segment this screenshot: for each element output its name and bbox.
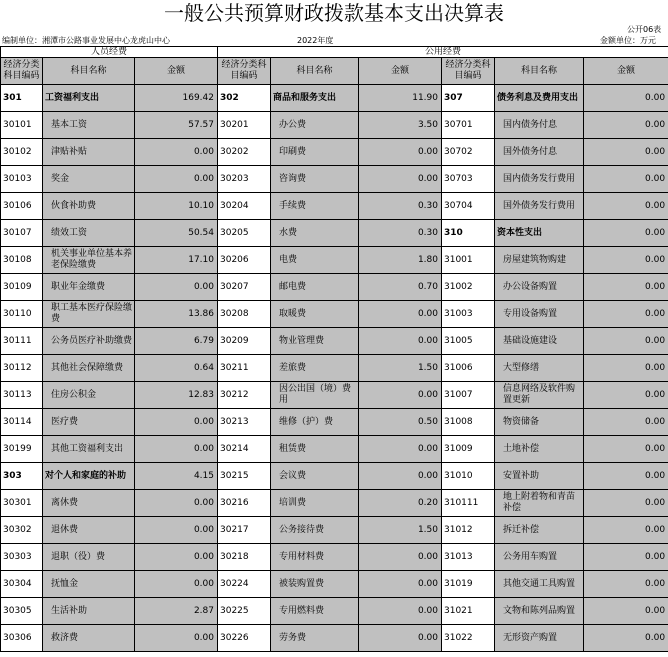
subject-name-cell: 其他社会保障缴费	[43, 355, 135, 382]
amount-cell: 0.00	[359, 166, 442, 193]
economic-code-cell: 30226	[218, 625, 271, 652]
subject-name-cell: 其他交通工具购置	[495, 571, 584, 598]
subject-name-cell: 住房公积金	[43, 382, 135, 409]
subject-name-cell: 其他工资福利支出	[43, 436, 135, 463]
header-code: 经济分类科目编码	[1, 58, 43, 85]
subject-name-cell: 抚恤金	[43, 571, 135, 598]
subject-name-cell: 医疗费	[43, 409, 135, 436]
economic-code-cell: 30702	[442, 139, 495, 166]
subject-name-cell: 国内债务付息	[495, 112, 584, 139]
table-row	[1, 598, 668, 625]
amount-cell: 0.00	[584, 436, 668, 463]
subject-name-cell: 绩效工资	[43, 220, 135, 247]
subject-name-cell: 奖金	[43, 166, 135, 193]
economic-code-cell: 30201	[218, 112, 271, 139]
amount-cell: 1.50	[359, 517, 442, 544]
economic-code-cell: 30213	[218, 409, 271, 436]
table-row	[1, 301, 668, 328]
economic-code-cell: 31008	[442, 409, 495, 436]
economic-code-cell: 31012	[442, 517, 495, 544]
header-name: 科目名称	[495, 58, 584, 85]
table-row	[1, 436, 668, 463]
subject-name-cell: 邮电费	[271, 274, 359, 301]
subject-name-cell: 救济费	[43, 625, 135, 652]
table-row	[1, 220, 668, 247]
subject-name-cell: 信息网络及软件购置更新	[495, 382, 584, 409]
amount-cell: 3.50	[359, 112, 442, 139]
table-row	[1, 517, 668, 544]
table-row	[1, 328, 668, 355]
amount-cell: 0.00	[584, 301, 668, 328]
amount-cell: 6.79	[135, 328, 218, 355]
amount-cell: 0.00	[359, 301, 442, 328]
subject-name-cell: 安置补助	[495, 463, 584, 490]
economic-code-cell: 310	[442, 220, 495, 247]
header-name: 科目名称	[271, 58, 359, 85]
amount-cell: 1.50	[359, 355, 442, 382]
amount-cell: 0.00	[359, 544, 442, 571]
amount-cell: 0.70	[359, 274, 442, 301]
amount-cell: 0.00	[584, 220, 668, 247]
amount-cell: 0.00	[584, 490, 668, 517]
amount-cell: 0.00	[584, 139, 668, 166]
amount-cell: 0.50	[359, 409, 442, 436]
reporting-unit: 编制单位：湘潭市公路事业发展中心龙虎山中心	[2, 36, 170, 45]
table-row	[1, 193, 668, 220]
header-name: 科目名称	[43, 58, 135, 85]
table-row	[1, 463, 668, 490]
economic-code-cell: 30303	[1, 544, 43, 571]
amount-cell: 0.00	[359, 625, 442, 652]
subject-name-cell: 维修（护）费	[271, 409, 359, 436]
economic-code-cell: 31019	[442, 571, 495, 598]
amount-cell: 0.00	[584, 463, 668, 490]
subject-name-cell: 土地补偿	[495, 436, 584, 463]
table-row	[1, 544, 668, 571]
subject-name-cell: 培训费	[271, 490, 359, 517]
amount-cell: 0.00	[584, 85, 668, 112]
economic-code-cell: 31021	[442, 598, 495, 625]
subject-name-cell: 对个人和家庭的补助	[43, 463, 135, 490]
amount-cell: 0.00	[584, 355, 668, 382]
amount-cell: 0.00	[359, 598, 442, 625]
economic-code-cell: 30215	[218, 463, 271, 490]
economic-code-cell: 30207	[218, 274, 271, 301]
amount-cell: 0.20	[359, 490, 442, 517]
subject-name-cell: 专用燃料费	[271, 598, 359, 625]
table-row	[1, 571, 668, 598]
amount-cell: 57.57	[135, 112, 218, 139]
economic-code-cell: 307	[442, 85, 495, 112]
subject-name-cell: 电费	[271, 247, 359, 274]
amount-cell: 4.15	[135, 463, 218, 490]
subject-name-cell: 基础设施建设	[495, 328, 584, 355]
amount-cell: 0.00	[135, 409, 218, 436]
economic-code-cell: 30302	[1, 517, 43, 544]
subject-name-cell: 印刷费	[271, 139, 359, 166]
economic-code-cell: 30103	[1, 166, 43, 193]
subject-name-cell: 职工基本医疗保险缴费	[43, 301, 135, 328]
subject-name-cell: 退职（役）费	[43, 544, 135, 571]
amount-cell: 0.00	[584, 409, 668, 436]
subject-name-cell: 伙食补助费	[43, 193, 135, 220]
amount-cell: 17.10	[135, 247, 218, 274]
subject-name-cell: 专用设备购置	[495, 301, 584, 328]
amount-cell: 0.00	[584, 247, 668, 274]
subject-name-cell: 津贴补贴	[43, 139, 135, 166]
economic-code-cell: 303	[1, 463, 43, 490]
subject-name-cell: 无形资产购置	[495, 625, 584, 652]
amount-cell: 0.00	[584, 274, 668, 301]
subject-name-cell: 房屋建筑物购建	[495, 247, 584, 274]
subject-name-cell: 租赁费	[271, 436, 359, 463]
subject-name-cell: 国内债务发行费用	[495, 166, 584, 193]
economic-code-cell: 30305	[1, 598, 43, 625]
economic-code-cell: 30206	[218, 247, 271, 274]
amount-cell: 12.83	[135, 382, 218, 409]
subject-name-cell: 拆迁补偿	[495, 517, 584, 544]
economic-code-cell: 30110	[1, 301, 43, 328]
amount-cell: 169.42	[135, 85, 218, 112]
economic-code-cell: 30212	[218, 382, 271, 409]
economic-code-cell: 31010	[442, 463, 495, 490]
amount-cell: 0.00	[135, 517, 218, 544]
economic-code-cell: 31005	[442, 328, 495, 355]
subject-name-cell: 文物和陈列品购置	[495, 598, 584, 625]
economic-code-cell: 31013	[442, 544, 495, 571]
expenditure-table	[0, 46, 668, 652]
table-row	[1, 355, 668, 382]
subject-name-cell: 办公设备购置	[495, 274, 584, 301]
economic-code-cell: 30224	[218, 571, 271, 598]
subject-name-cell: 咨询费	[271, 166, 359, 193]
subject-name-cell: 劳务费	[271, 625, 359, 652]
economic-code-cell: 30306	[1, 625, 43, 652]
amount-cell: 0.00	[135, 166, 218, 193]
subject-name-cell: 手续费	[271, 193, 359, 220]
table-row	[1, 247, 668, 274]
header-amount: 金额	[584, 58, 668, 85]
amount-cell: 0.00	[135, 571, 218, 598]
subject-name-cell: 办公费	[271, 112, 359, 139]
amount-cell: 0.00	[359, 463, 442, 490]
header-code: 经济分类科目编码	[442, 58, 495, 85]
subject-name-cell: 公务员医疗补助缴费	[43, 328, 135, 355]
amount-cell: 0.00	[359, 139, 442, 166]
economic-code-cell: 301	[1, 85, 43, 112]
subject-name-cell: 会议费	[271, 463, 359, 490]
subject-name-cell: 物资储备	[495, 409, 584, 436]
amount-cell: 0.30	[359, 220, 442, 247]
amount-cell: 1.80	[359, 247, 442, 274]
header-amount: 金额	[135, 58, 218, 85]
economic-code-cell: 30209	[218, 328, 271, 355]
subject-name-cell: 取暖费	[271, 301, 359, 328]
economic-code-cell: 31001	[442, 247, 495, 274]
table-row	[1, 85, 668, 112]
economic-code-cell: 30108	[1, 247, 43, 274]
table-row	[1, 166, 668, 193]
subject-name-cell: 公务接待费	[271, 517, 359, 544]
economic-code-cell: 30208	[218, 301, 271, 328]
economic-code-cell: 30101	[1, 112, 43, 139]
amount-cell: 0.00	[584, 328, 668, 355]
economic-code-cell: 31002	[442, 274, 495, 301]
economic-code-cell: 30102	[1, 139, 43, 166]
subject-name-cell: 债务利息及费用支出	[495, 85, 584, 112]
subject-name-cell: 资本性支出	[495, 220, 584, 247]
economic-code-cell: 30301	[1, 490, 43, 517]
amount-cell: 0.00	[584, 193, 668, 220]
economic-code-cell: 30214	[218, 436, 271, 463]
economic-code-cell: 30304	[1, 571, 43, 598]
amount-cell: 0.00	[584, 544, 668, 571]
subject-name-cell: 水费	[271, 220, 359, 247]
subject-name-cell: 公务用车购置	[495, 544, 584, 571]
economic-code-cell: 30109	[1, 274, 43, 301]
amount-cell: 13.86	[135, 301, 218, 328]
subject-name-cell: 国外债务付息	[495, 139, 584, 166]
economic-code-cell: 30216	[218, 490, 271, 517]
table-row	[1, 382, 668, 409]
economic-code-cell: 30703	[442, 166, 495, 193]
amount-cell: 0.00	[135, 490, 218, 517]
table-row	[1, 112, 668, 139]
amount-cell: 0.00	[584, 517, 668, 544]
amount-cell: 10.10	[135, 193, 218, 220]
amount-cell: 50.54	[135, 220, 218, 247]
economic-code-cell: 31022	[442, 625, 495, 652]
amount-cell: 0.00	[584, 571, 668, 598]
economic-code-cell: 30204	[218, 193, 271, 220]
amount-cell: 0.30	[359, 193, 442, 220]
amount-unit: 金额单位：万元	[600, 36, 656, 45]
economic-code-cell: 30106	[1, 193, 43, 220]
economic-code-cell: 30218	[218, 544, 271, 571]
amount-cell: 0.00	[359, 436, 442, 463]
subject-name-cell: 专用材料费	[271, 544, 359, 571]
subject-name-cell: 地上附着物和青苗补偿	[495, 490, 584, 517]
subject-name-cell: 因公出国（境）费用	[271, 382, 359, 409]
subject-name-cell: 工资福利支出	[43, 85, 135, 112]
economic-code-cell: 302	[218, 85, 271, 112]
header-amount: 金额	[359, 58, 442, 85]
economic-code-cell: 30107	[1, 220, 43, 247]
group-header-public: 公用经费	[218, 47, 668, 58]
fiscal-year: 2022年度	[297, 36, 334, 45]
subject-name-cell: 生活补助	[43, 598, 135, 625]
economic-code-cell: 30225	[218, 598, 271, 625]
economic-code-cell: 30199	[1, 436, 43, 463]
table-row	[1, 409, 668, 436]
group-header-personnel: 人员经费	[1, 47, 218, 58]
header-code: 经济分类科目编码	[218, 58, 271, 85]
subject-name-cell: 退休费	[43, 517, 135, 544]
amount-cell: 0.00	[359, 328, 442, 355]
economic-code-cell: 30112	[1, 355, 43, 382]
subject-name-cell: 商品和服务支出	[271, 85, 359, 112]
table-row	[1, 490, 668, 517]
amount-cell: 0.00	[135, 544, 218, 571]
amount-cell: 0.00	[135, 436, 218, 463]
economic-code-cell: 310111	[442, 490, 495, 517]
economic-code-cell: 30701	[442, 112, 495, 139]
form-number: 公开06表	[627, 25, 662, 34]
economic-code-cell: 30202	[218, 139, 271, 166]
economic-code-cell: 31006	[442, 355, 495, 382]
economic-code-cell: 30113	[1, 382, 43, 409]
subject-name-cell: 职业年金缴费	[43, 274, 135, 301]
economic-code-cell: 31009	[442, 436, 495, 463]
subject-name-cell: 被装购置费	[271, 571, 359, 598]
amount-cell: 11.90	[359, 85, 442, 112]
economic-code-cell: 30217	[218, 517, 271, 544]
amount-cell: 0.00	[584, 625, 668, 652]
subject-name-cell: 机关事业单位基本养老保险缴费	[43, 247, 135, 274]
subject-name-cell: 基本工资	[43, 112, 135, 139]
amount-cell: 0.00	[584, 382, 668, 409]
subject-name-cell: 物业管理费	[271, 328, 359, 355]
subject-name-cell: 离休费	[43, 490, 135, 517]
amount-cell: 0.00	[135, 625, 218, 652]
subject-name-cell: 国外债务发行费用	[495, 193, 584, 220]
economic-code-cell: 30203	[218, 166, 271, 193]
economic-code-cell: 30205	[218, 220, 271, 247]
economic-code-cell: 31007	[442, 382, 495, 409]
amount-cell: 0.00	[135, 274, 218, 301]
amount-cell: 0.00	[584, 598, 668, 625]
amount-cell: 0.00	[359, 571, 442, 598]
subject-name-cell: 大型修缮	[495, 355, 584, 382]
amount-cell: 0.00	[359, 382, 442, 409]
amount-cell: 2.87	[135, 598, 218, 625]
economic-code-cell: 30704	[442, 193, 495, 220]
table-row	[1, 625, 668, 652]
subject-name-cell: 差旅费	[271, 355, 359, 382]
amount-cell: 0.64	[135, 355, 218, 382]
table-row	[1, 274, 668, 301]
economic-code-cell: 31003	[442, 301, 495, 328]
amount-cell: 0.00	[584, 166, 668, 193]
economic-code-cell: 30111	[1, 328, 43, 355]
amount-cell: 0.00	[584, 112, 668, 139]
economic-code-cell: 30114	[1, 409, 43, 436]
table-row	[1, 139, 668, 166]
amount-cell: 0.00	[135, 139, 218, 166]
economic-code-cell: 30211	[218, 355, 271, 382]
page-title: 一般公共预算财政拨款基本支出决算表	[164, 1, 504, 25]
